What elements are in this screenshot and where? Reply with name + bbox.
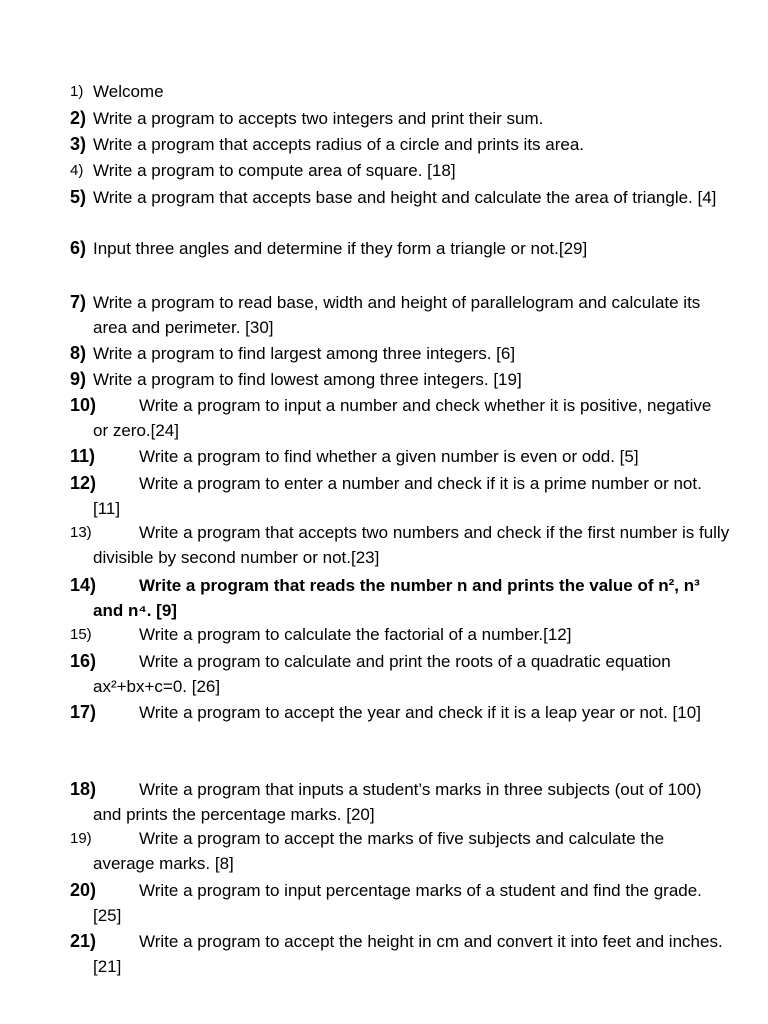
list-item (70, 573, 730, 623)
list-item (70, 341, 730, 366)
item-text: Write a program to accept the marks of five subjects and calculate the average marks. [8] (93, 829, 665, 873)
item-text: Write a program that inputs a student’s marks in three subjects (out of 100) and prints the percentage marks. [20] (93, 780, 702, 824)
list-item (70, 393, 730, 443)
item-text: Write a program to find whether a given number is even or odd. [5] (139, 447, 639, 466)
item-number: 16) (70, 651, 97, 671)
list-item (70, 878, 730, 928)
item-number: 4) (70, 162, 84, 179)
list-item (70, 471, 730, 521)
list-item (70, 649, 730, 699)
list-item (70, 236, 730, 261)
item-text: Write a program to find lowest among three integers. [19] (93, 370, 522, 389)
item-text: Write a program to accept the height in cm and convert it into feet and inches. [21] (93, 932, 723, 976)
item-number: 19) (70, 830, 92, 847)
item-number: 3) (70, 134, 87, 154)
list-item (70, 185, 730, 210)
item-text: Write a program that accepts two numbers and check if the first number is fully divisible by second number or not.[23] (93, 523, 730, 567)
list-item (70, 79, 730, 104)
item-text: Write a program to read base, width and height of parallelogram and calculate its area and perimeter. [30] (93, 293, 701, 337)
item-text: Write a program that reads the number n and prints the value of n², n³ and n⁴. [9] (93, 576, 700, 620)
item-text: Write a program to calculate and print the roots of a quadratic equation ax²+bx+c=0. [26] (93, 652, 671, 696)
item-text: Write a program to enter a number and check if it is a prime number or not. [11] (93, 474, 702, 518)
item-text: Write a program to accepts two integers and print their sum. (93, 109, 544, 128)
item-number: 10) (70, 395, 97, 415)
item-number: 20) (70, 880, 97, 900)
list-item (70, 106, 730, 131)
list-item (70, 622, 730, 647)
item-number: 6) (70, 238, 87, 258)
list-item (70, 290, 730, 340)
item-number: 13) (70, 524, 92, 541)
item-text: Write a program to find largest among three integers. [6] (93, 344, 516, 363)
item-number: 8) (70, 343, 87, 363)
item-number: 18) (70, 779, 97, 799)
item-number: 5) (70, 187, 87, 207)
item-text: Welcome (93, 82, 164, 101)
item-number: 12) (70, 473, 97, 493)
item-text: Write a program that accepts radius of a circle and prints its area. (93, 135, 585, 154)
item-text: Write a program to accept the year and check if it is a leap year or not. [10] (139, 703, 701, 722)
item-number: 7) (70, 292, 87, 312)
item-text: Write a program to input percentage marks of a student and find the grade. [25] (93, 881, 702, 925)
list-item (70, 367, 730, 392)
list-item (70, 929, 730, 979)
item-number: 14) (70, 575, 97, 595)
list-item (70, 132, 730, 157)
item-number: 1) (70, 83, 84, 100)
item-text: Write a program to calculate the factorial of a number.[12] (139, 625, 572, 644)
item-number: 21) (70, 931, 97, 951)
item-number: 17) (70, 702, 97, 722)
list-item (70, 777, 730, 827)
item-text: Write a program that accepts base and height and calculate the area of triangle. [4] (93, 188, 717, 207)
item-number: 2) (70, 108, 87, 128)
list-item (70, 444, 730, 469)
list-item (70, 700, 730, 725)
item-number: 11) (70, 446, 96, 466)
list-item (70, 158, 730, 183)
item-text: Write a program to compute area of square. [18] (93, 161, 456, 180)
item-text: Input three angles and determine if they form a triangle or not.[29] (93, 239, 588, 258)
item-number: 9) (70, 369, 87, 389)
list-item (70, 826, 730, 876)
list-item (70, 520, 730, 570)
item-text: Write a program to input a number and check whether it is positive, negative or zero.[24] (93, 396, 712, 440)
item-number: 15) (70, 626, 92, 643)
